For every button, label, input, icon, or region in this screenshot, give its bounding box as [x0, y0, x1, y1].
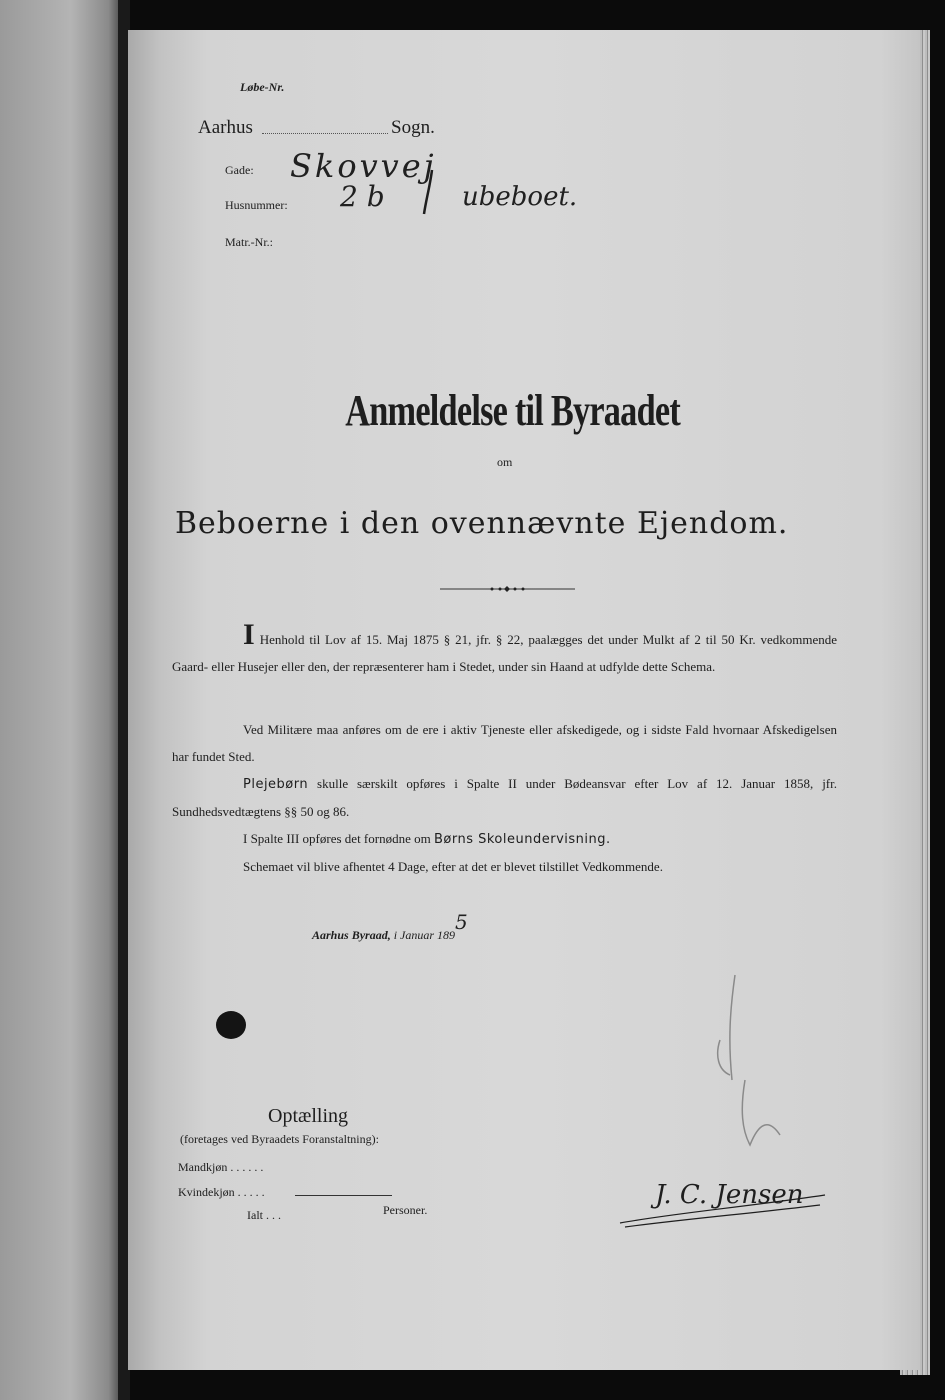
- signature: [615, 1165, 830, 1235]
- instruction-paragraph-5: [243, 853, 663, 880]
- instruction-paragraph-3: [172, 770, 837, 825]
- facing-page: [0, 0, 118, 1400]
- house-number-value: 2 b: [340, 180, 385, 213]
- paragraph-1-text: Henhold til Lov af 15. Maj 1875 § 21, jfr. § 22, paalægges det under Mulkt af 2 til 50 Kr. vedkommende Gaard- eller Husejer eller den, der repræsenterer ham i Stedet, under sin Haand at udfylde dette Schema.: [172, 632, 837, 674]
- issuer-name: Aarhus Byraad,: [312, 928, 391, 942]
- svg-text:J. C. Jensen: J. C. Jensen: [655, 1180, 804, 1210]
- document-title: Anmeldelse til Byraadet: [345, 386, 680, 435]
- house-note: ubeboet.: [462, 182, 578, 212]
- parish-label: Sogn.: [391, 117, 435, 138]
- paragraph-3-text: skulle særskilt opføres i Spalte II under Bødeansvar efter Lov af 12. Januar 1858, jfr. Sundhedsvedtægtens §§ 50 og 86.: [172, 776, 837, 819]
- ornament-divider: [440, 586, 575, 592]
- issuer-date: i Januar 189: [393, 928, 456, 942]
- street-value: Skovvej: [290, 147, 437, 185]
- paragraph-5-text: Schemaet vil blive afhentet 4 Dage, efter at det er blevet tilstillet Vedkommende.: [243, 859, 663, 874]
- paragraph-4-text: I Spalte III opføres det fornødne om: [243, 831, 431, 846]
- total-rule: [295, 1195, 392, 1196]
- town-label: Aarhus: [198, 117, 253, 138]
- count-title: Optælling: [268, 1105, 349, 1127]
- persons-label: Personer.: [383, 1203, 428, 1217]
- parish-dotted-line: [262, 133, 388, 134]
- instruction-paragraph-4: [243, 825, 611, 853]
- total-label: Ialt . . .: [247, 1208, 281, 1222]
- count-subtitle: (foretages ved Byraadets Foranstaltning):: [180, 1132, 379, 1146]
- paragraph-4-emphasis: Børns Skoleundervisning.: [433, 832, 611, 847]
- women-label: Kvindekjøn . . . . .: [178, 1185, 265, 1199]
- paragraph-2-text: Ved Militære maa anføres om de ere i aktiv Tjeneste eller afskedigede, og i sidste Fald hvornaar Afskedigelsen har fundet Sted.: [172, 722, 837, 764]
- men-label: Mandkjøn . . . . . .: [178, 1160, 264, 1174]
- pencil-marks: [700, 970, 800, 1170]
- handwritten-stroke: [418, 168, 442, 218]
- issuer-line: [312, 910, 468, 944]
- document-subtitle: Beboerne i den ovennævnte Ejendom.: [175, 506, 789, 541]
- title-connector: om: [497, 455, 513, 469]
- handwritten-year: 5: [455, 910, 468, 934]
- drop-cap: I: [243, 618, 255, 651]
- ink-blot: [216, 1011, 246, 1039]
- street-label: Gade:: [225, 163, 254, 177]
- lobe-nr-label: Løbe-Nr.: [240, 80, 285, 94]
- matr-label: Matr.-Nr.:: [225, 235, 273, 249]
- house-number-label: Husnummer:: [225, 198, 288, 212]
- instruction-paragraph-1: [172, 618, 837, 680]
- instruction-paragraph-2: [172, 716, 837, 770]
- paragraph-3-lead: Plejebørn: [243, 777, 309, 792]
